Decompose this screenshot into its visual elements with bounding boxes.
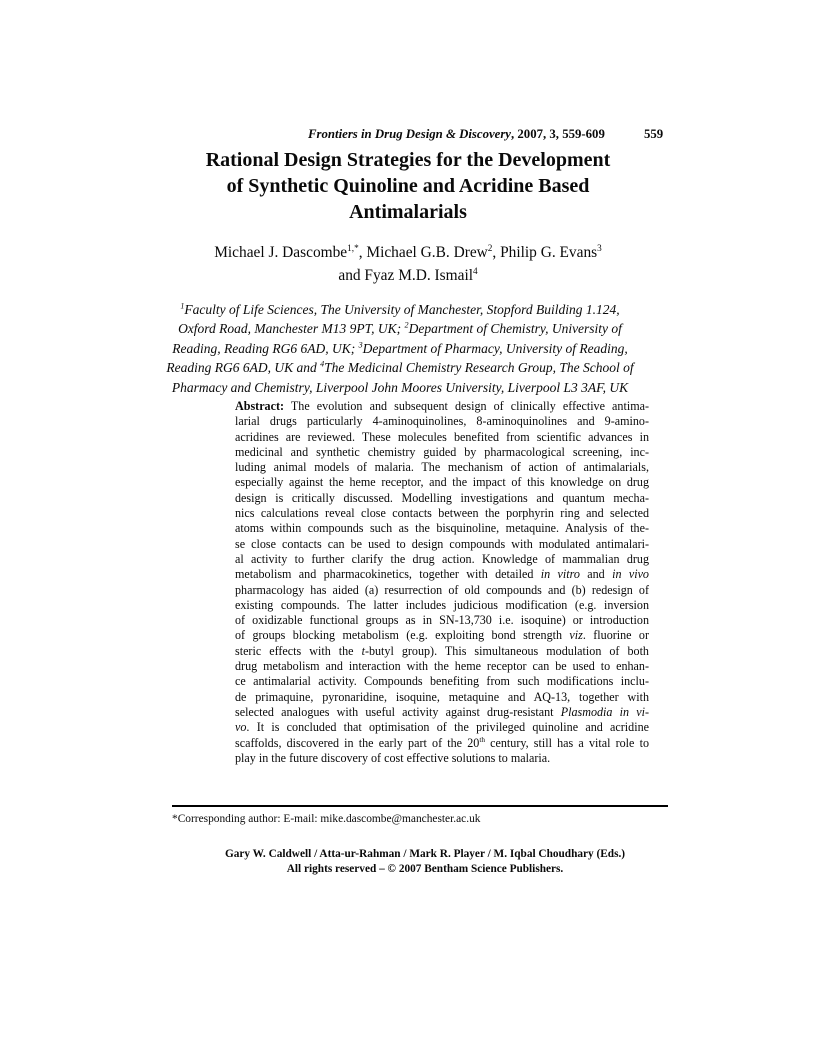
- abstract-line: vo. It is concluded that optimisation of the privileged quinoline and acridine: [235, 720, 649, 735]
- abstract-line: existing compounds. The latter includes judicious modification (e.g. inversion: [235, 597, 649, 612]
- corresponding-author-note: *Corresponding author: E-mail: mike.dascombe@manchester.ac.uk: [172, 813, 481, 825]
- affiliations: [0, 300, 800, 397]
- affiliation-line: Oxford Road, Manchester M13 9PT, UK; $^2$Department of Chemistry, University of: [178, 320, 622, 337]
- abstract-line: nics calculations reveal close contacts between the porphyrin ring and selected: [235, 506, 649, 521]
- abstract-line: of groups blocking metabolism (e.g. exploiting bond strength viz. fluorine or: [235, 628, 649, 643]
- abstract-line: selected analogues with useful activity against drug-resistant Plasmodia in vi-: [235, 704, 650, 719]
- abstract-line: larial drugs particularly 4-aminoquinolines, 8-aminoquinolines and 9-amino-: [235, 414, 649, 429]
- abstract-line: pharmacology has aided (a) resurrection of old compounds and (b) redesign of: [235, 582, 649, 597]
- page-number: 559: [644, 127, 664, 141]
- affiliation-line: Pharmacy and Chemistry, Liverpool John Moores University, Liverpool L3 3AF, UK: [171, 379, 629, 395]
- editors-line: Gary W. Caldwell / Atta-ur-Rahman / Mark R. Player / M. Iqbal Choudhary (Eds.): [224, 848, 626, 860]
- abstract-line: ce antimalarial activity. Compounds benefiting from such modifications inclu-: [235, 674, 649, 689]
- abstract-line: acridines are reviewed. These molecules benefited from scientific advances in: [235, 429, 649, 444]
- abstract-line: luding animal models of malaria. The mechanism of action of antimalarials,: [235, 460, 649, 475]
- footnote-divider: [172, 805, 668, 807]
- article-title: [0, 147, 816, 225]
- imprint-block: [34, 847, 816, 877]
- abstract-line: al activity to further clarify the drug action. Knowledge of mammalian drug: [235, 551, 649, 566]
- abstract-line: steric effects with the t-butyl group). This simultaneous modulation of both: [235, 643, 649, 658]
- abstract-line: especially against the heme receptor, and the impact of this knowledge on drug: [235, 475, 649, 490]
- title-line: Rational Design Strategies for the Development: [205, 149, 611, 171]
- rights-line: All rights reserved – © 2007 Bentham Science Publishers.: [286, 863, 564, 875]
- affiliation-line: $^1$Faculty of Life Sciences, The University of Manchester, Stopford Building 1.124,: [180, 301, 620, 317]
- abstract-line: de primaquine, pyronaridine, isoquine, metaquine and AQ-13, together with: [235, 689, 649, 704]
- abstract-line: scaffolds, discovered in the early part of the 20th century, still has a vital role to: [235, 735, 649, 750]
- author-line: and Fyaz M.D. Ismail$^4$: [338, 265, 478, 284]
- abstract-line: play in the future discovery of cost effective solutions to malaria.: [235, 750, 551, 765]
- author-line: Michael J. Dascombe$^{1,*}$, Michael G.B. Drew$^2$, Philip G. Evans$^3$: [214, 242, 602, 261]
- abstract-line: metabolism and pharmacokinetics, together with detailed in vitro and in vivo: [235, 567, 649, 582]
- abstract-line: atoms within compounds such as the bisquinoline, metaquine. Analysis of the-: [235, 521, 649, 536]
- title-line: of Synthetic Quinoline and Acridine Based: [226, 175, 590, 197]
- abstract-line: se close contacts can be used to design compounds with modulated antimalari-: [235, 536, 649, 551]
- author-list: [0, 241, 816, 287]
- abstract-line: drug metabolism and interaction with the heme receptor can be used to enhan-: [235, 659, 649, 674]
- abstract-line: design is critically discussed. Modelling investigations and quantum mecha-: [235, 490, 649, 505]
- affiliation-line: Reading RG6 6AD, UK and $^4$The Medicinal Chemistry Research Group, The School of: [166, 359, 634, 376]
- affiliation-line: Reading, Reading RG6 6AD, UK; $^3$Department of Pharmacy, University of Reading,: [172, 340, 628, 356]
- title-line: Antimalarials: [349, 201, 467, 223]
- abstract-line: of oxidizable functional groups as in SN-13,730 i.e. isoquine) or introduction: [235, 613, 649, 628]
- abstract-line: Abstract: The evolution and subsequent design of clinically effective antima-: [235, 399, 649, 413]
- running-head-citation: Frontiers in Drug Design & Discovery, 2007, 3, 559-609: [308, 127, 605, 141]
- abstract-line: medicinal and synthetic chemistry guided by pharmacological screening, inc-: [235, 444, 649, 459]
- abstract: [235, 399, 649, 766]
